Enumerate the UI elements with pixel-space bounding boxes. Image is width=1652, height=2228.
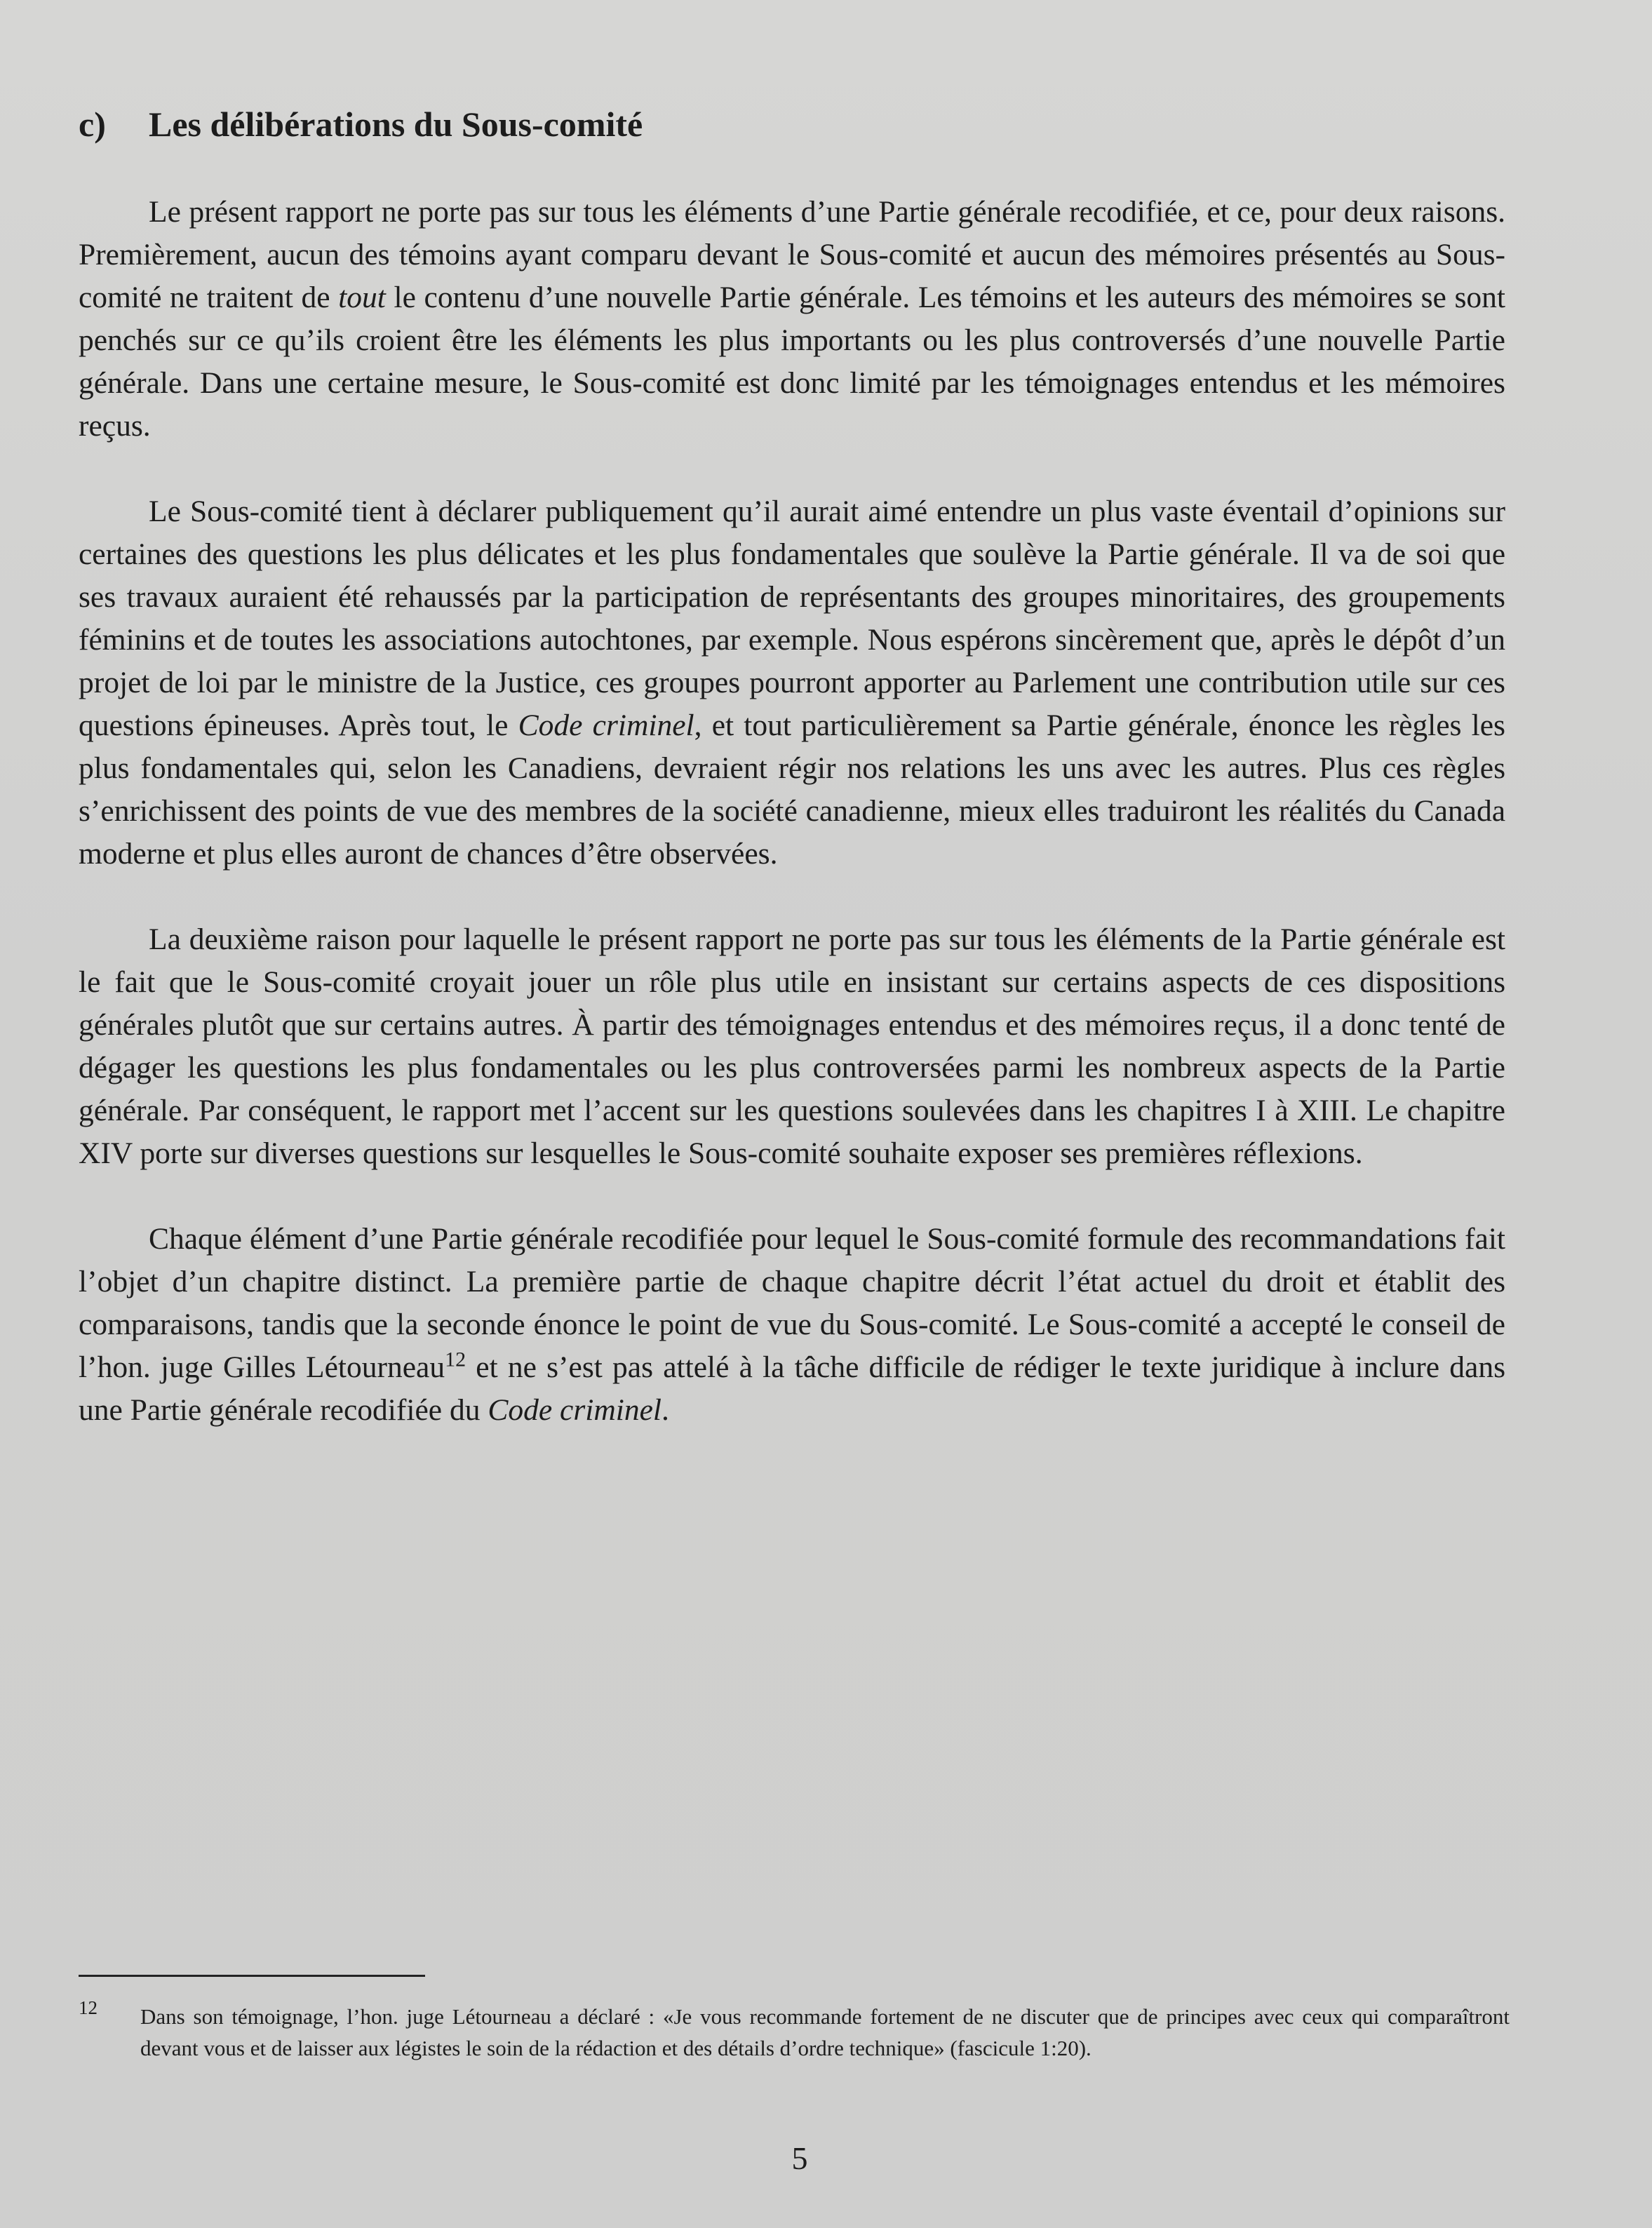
paragraph-2-text-a: Le Sous-comité tient à déclarer publiquement qu’il aurait aimé entendre un plus vaste éventail d’opinions sur certaines des questions les plus délicates et les plus fondamentales que soulève la Partie générale. Il va de soi que ses travaux auraient été rehaussés par la participation de représentants des groupes minoritaires, des groupements féminins et de toutes les associations autochtones, par exemple. Nous espérons sincèrement que, après le dépôt d’un projet de loi par le ministre de la Justice, ces groupes pourront apporter au Parlement une contribution utile sur ces questions épineuses. Après tout, le [79, 495, 1505, 742]
footnote [79, 1997, 1510, 2064]
paragraph-4 [79, 1218, 1505, 1432]
footnote-text: Dans son témoignage, l’hon. juge Létourneau a déclaré : «Je vous recommande fortement de ne discuter que de principes avec ceux qui comparaîtront devant vous et de laisser aux légistes le soin de la rédaction et des détails d’ordre technique» (fascicule 1:20). [140, 2004, 1510, 2060]
paragraph-2-text-b: , et tout particulièrement sa Partie générale, énonce les règles les plus fondamentales qui, selon les Canadiens, devraient régir nos relations les uns avec les autres. Plus ces règles s’enrichissent des points de vue des membres de la société canadienne, mieux elles traduiront les réalités du Canada moderne et plus elles auront de chances d’être observées. [79, 709, 1505, 871]
section-title: Les délibérations du Sous-comité [149, 105, 643, 144]
paragraph-3: La deuxième raison pour laquelle le présent rapport ne porte pas sur tous les éléments de la Partie générale est le fait que le Sous-comité croyait jouer un rôle plus utile en insistant sur certains aspects de ces dispositions générales plutôt que sur certains autres. À partir des témoignages entendus et des mémoires reçus, il a donc tenté de dégager les questions les plus fondamentales ou les plus controversées parmi les nombreux aspects de la Partie générale. Par conséquent, le rapport met l’accent sur les questions soulevées dans les chapitres I à XIII. Le chapitre XIV porte sur diverses questions sur lesquelles le Sous-comité souhaite exposer ses premières réflexions. [79, 922, 1505, 1170]
section-number: c) [79, 105, 106, 144]
paragraph-1-emphasis: tout [338, 281, 386, 314]
paragraph-2 [79, 490, 1505, 875]
paragraph-4-text-c: . [662, 1393, 669, 1427]
paragraph-4-emphasis: Code criminel [488, 1393, 662, 1427]
footnote-number: 12 [79, 1997, 98, 2018]
section-heading [79, 107, 643, 142]
paragraph-4-text-b: et ne s’est pas attelé à la tâche difficile de rédiger le texte juridique à inclure dans une Partie générale recodifiée du [79, 1350, 1505, 1427]
body-text [79, 191, 1505, 1432]
paragraph-1-text-b: le contenu d’une nouvelle Partie générale. Les témoins et les auteurs des mémoires se sont penchés sur ce qu’ils croient être les éléments les plus importants ou les plus controversés d’une nouvelle Partie générale. Dans une certaine mesure, le Sous-comité est donc limité par les témoignages entendus et les mémoires reçus. [79, 281, 1506, 443]
page-number: 5 [791, 2140, 808, 2176]
paragraph-1 [79, 191, 1505, 448]
footnote-reference: 12 [445, 1348, 466, 1371]
footnote-divider [79, 1975, 425, 1977]
paragraph-1-text-a: Le présent rapport ne porte pas sur tous les éléments d’une Partie générale recodifiée, et ce, pour deux raisons. Premièrement, aucun des témoins ayant comparu devant le Sous-comité et aucun des mémoires présentés au Sous-comité ne traitent de [79, 195, 1505, 314]
paragraph-2-emphasis: Code criminel [518, 709, 694, 742]
paragraph-4-text-a: Chaque élément d’une Partie générale recodifiée pour lequel le Sous-comité formule des recommandations fait l’objet d’un chapitre distinct. La première partie de chaque chapitre décrit l’état actuel du droit et établit des comparaisons, tandis que la seconde énonce le point de vue du Sous-comité. Le Sous-comité a accepté le conseil de l’hon. juge Gilles Létourneau [79, 1222, 1505, 1384]
